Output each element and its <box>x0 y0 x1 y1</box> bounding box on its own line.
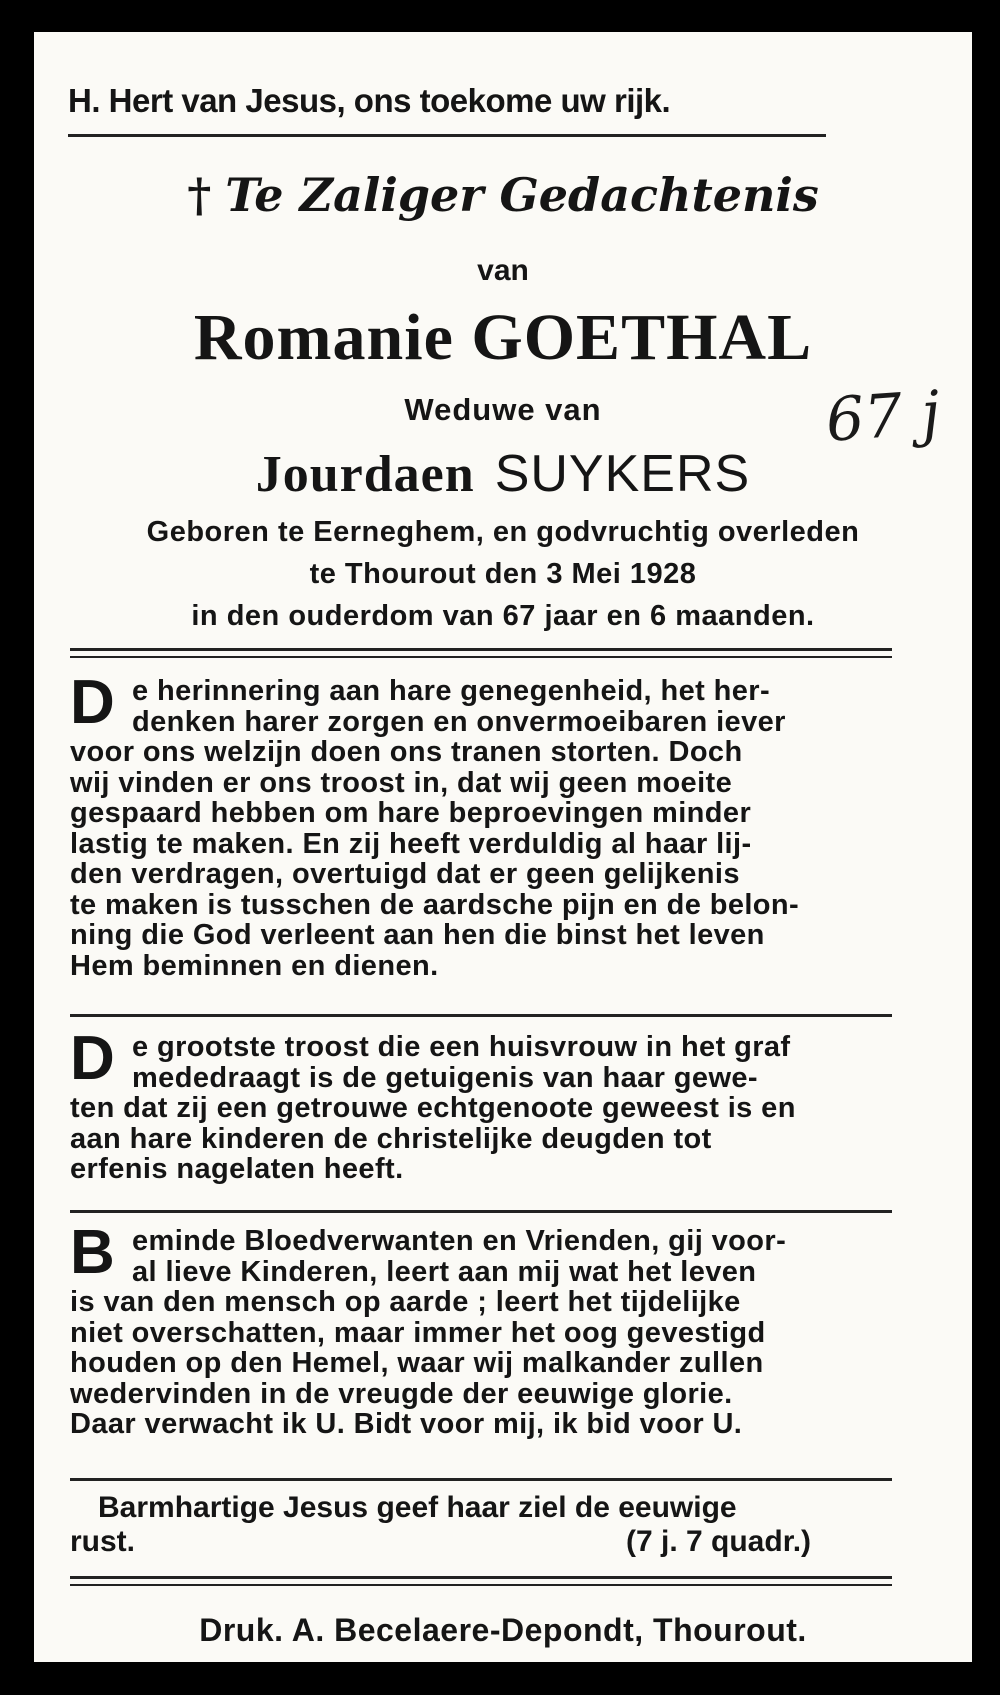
paragraph-line: lastig te maken. En zij heeft verduldig al haar lij- <box>70 827 752 860</box>
paragraph-line: erfenis nagelaten heeft. <box>70 1153 404 1185</box>
dropcap-paragraph-3: B <box>70 1218 115 1287</box>
dropcap-paragraph-2: D <box>70 1024 115 1093</box>
double-divider-bottom <box>70 1584 892 1586</box>
paragraph-line: te maken is tusschen de aardsche pijn en de belon- <box>70 888 800 921</box>
paragraph-line: e herinnering aan hare genegenheid, het her- <box>132 675 771 707</box>
husband-first-name: Jourdaen <box>255 446 475 503</box>
handwritten-age-note: 67 j <box>823 378 943 456</box>
memorial-title <box>34 168 972 222</box>
paragraph-line: ning die God verleent aan hen die binst het leven <box>70 919 765 951</box>
paragraph-line: denken harer zorgen en onvermoeibaren iever <box>132 705 786 738</box>
invocation-text: H. Hert van Jesus, ons toekome uw rijk. <box>68 82 671 119</box>
divider <box>70 1014 892 1017</box>
cross-icon: † <box>187 168 212 222</box>
paragraph-line: gespaard hebben om hare beproevingen minder <box>70 797 752 829</box>
divider <box>70 1210 892 1213</box>
paragraph-line: is van den mensch op aarde ; leert het tijdelijke <box>70 1286 741 1318</box>
closing-line-1: Barmhartige Jesus geef haar ziel de eeuwige <box>98 1491 737 1524</box>
paragraph-3 <box>70 1226 892 1440</box>
paragraph-2 <box>70 1032 892 1185</box>
birth-line-3: in den ouderdom van 67 jaar en 6 maanden. <box>191 600 815 632</box>
double-divider-top <box>70 648 892 651</box>
paragraph-line: den verdragen, overtuigd dat er geen gelijkenis <box>70 858 740 890</box>
paragraph-line: ten dat zij een getrouwe echtgenoote geweest is en <box>70 1092 796 1124</box>
paragraph-1 <box>70 676 892 981</box>
double-divider-bottom <box>70 656 892 658</box>
van-label: van <box>477 254 529 287</box>
paragraph-line: wij vinden er ons troost in, dat wij geen moeite <box>70 766 733 799</box>
paragraph-line: voor ons welzijn doen ons tranen storten. Doch <box>70 736 743 768</box>
paragraph-line: Hem beminnen en dienen. <box>70 949 439 982</box>
divider <box>70 1478 892 1481</box>
husband-last-name: SUYKERS <box>494 445 751 503</box>
paragraph-line: eminde Bloedverwanten en Vrienden, gij voor- <box>132 1225 787 1257</box>
memorial-card <box>34 32 972 1662</box>
indulgence-note: (7 j. 7 quadr.) <box>626 1525 812 1558</box>
deceased-name: Romanie GOETHAL <box>193 301 813 374</box>
closing-line-2: rust. <box>70 1525 136 1558</box>
paragraph-line: Daar verwacht ik U. Bidt voor mij, ik bid voor U. <box>70 1408 743 1440</box>
paragraph-line: e grootste troost die een huisvrouw in het graf <box>132 1031 791 1063</box>
paragraph-line: aan hare kinderen de christelijke deugden tot <box>70 1122 712 1155</box>
double-divider-top <box>70 1576 892 1579</box>
paragraph-line: wedervinden in de vreugde der eeuwige glorie. <box>70 1377 733 1410</box>
paragraph-line: al lieve Kinderen, leert aan mij wat het leven <box>132 1255 757 1288</box>
divider <box>68 134 826 137</box>
paragraph-line: mededraagt is de getuigenis van haar gewe- <box>132 1061 758 1094</box>
title-text: Te Zaliger Gedachtenis <box>225 168 819 222</box>
dropcap-paragraph-1: D <box>70 668 115 737</box>
paragraph-line: houden op den Hemel, waar wij malkander zullen <box>70 1347 764 1379</box>
birth-line-2: te Thourout den 3 Mei 1928 <box>309 558 697 590</box>
widow-of-label: Weduwe van <box>404 392 602 427</box>
birth-line-1: Geboren te Eerneghem, en godvruchtig overleden <box>146 516 860 548</box>
printer-imprint: Druk. A. Becelaere-Depondt, Thourout. <box>199 1612 807 1648</box>
paragraph-line: niet overschatten, maar immer het oog gevestigd <box>70 1316 766 1349</box>
husband-name <box>34 444 972 504</box>
